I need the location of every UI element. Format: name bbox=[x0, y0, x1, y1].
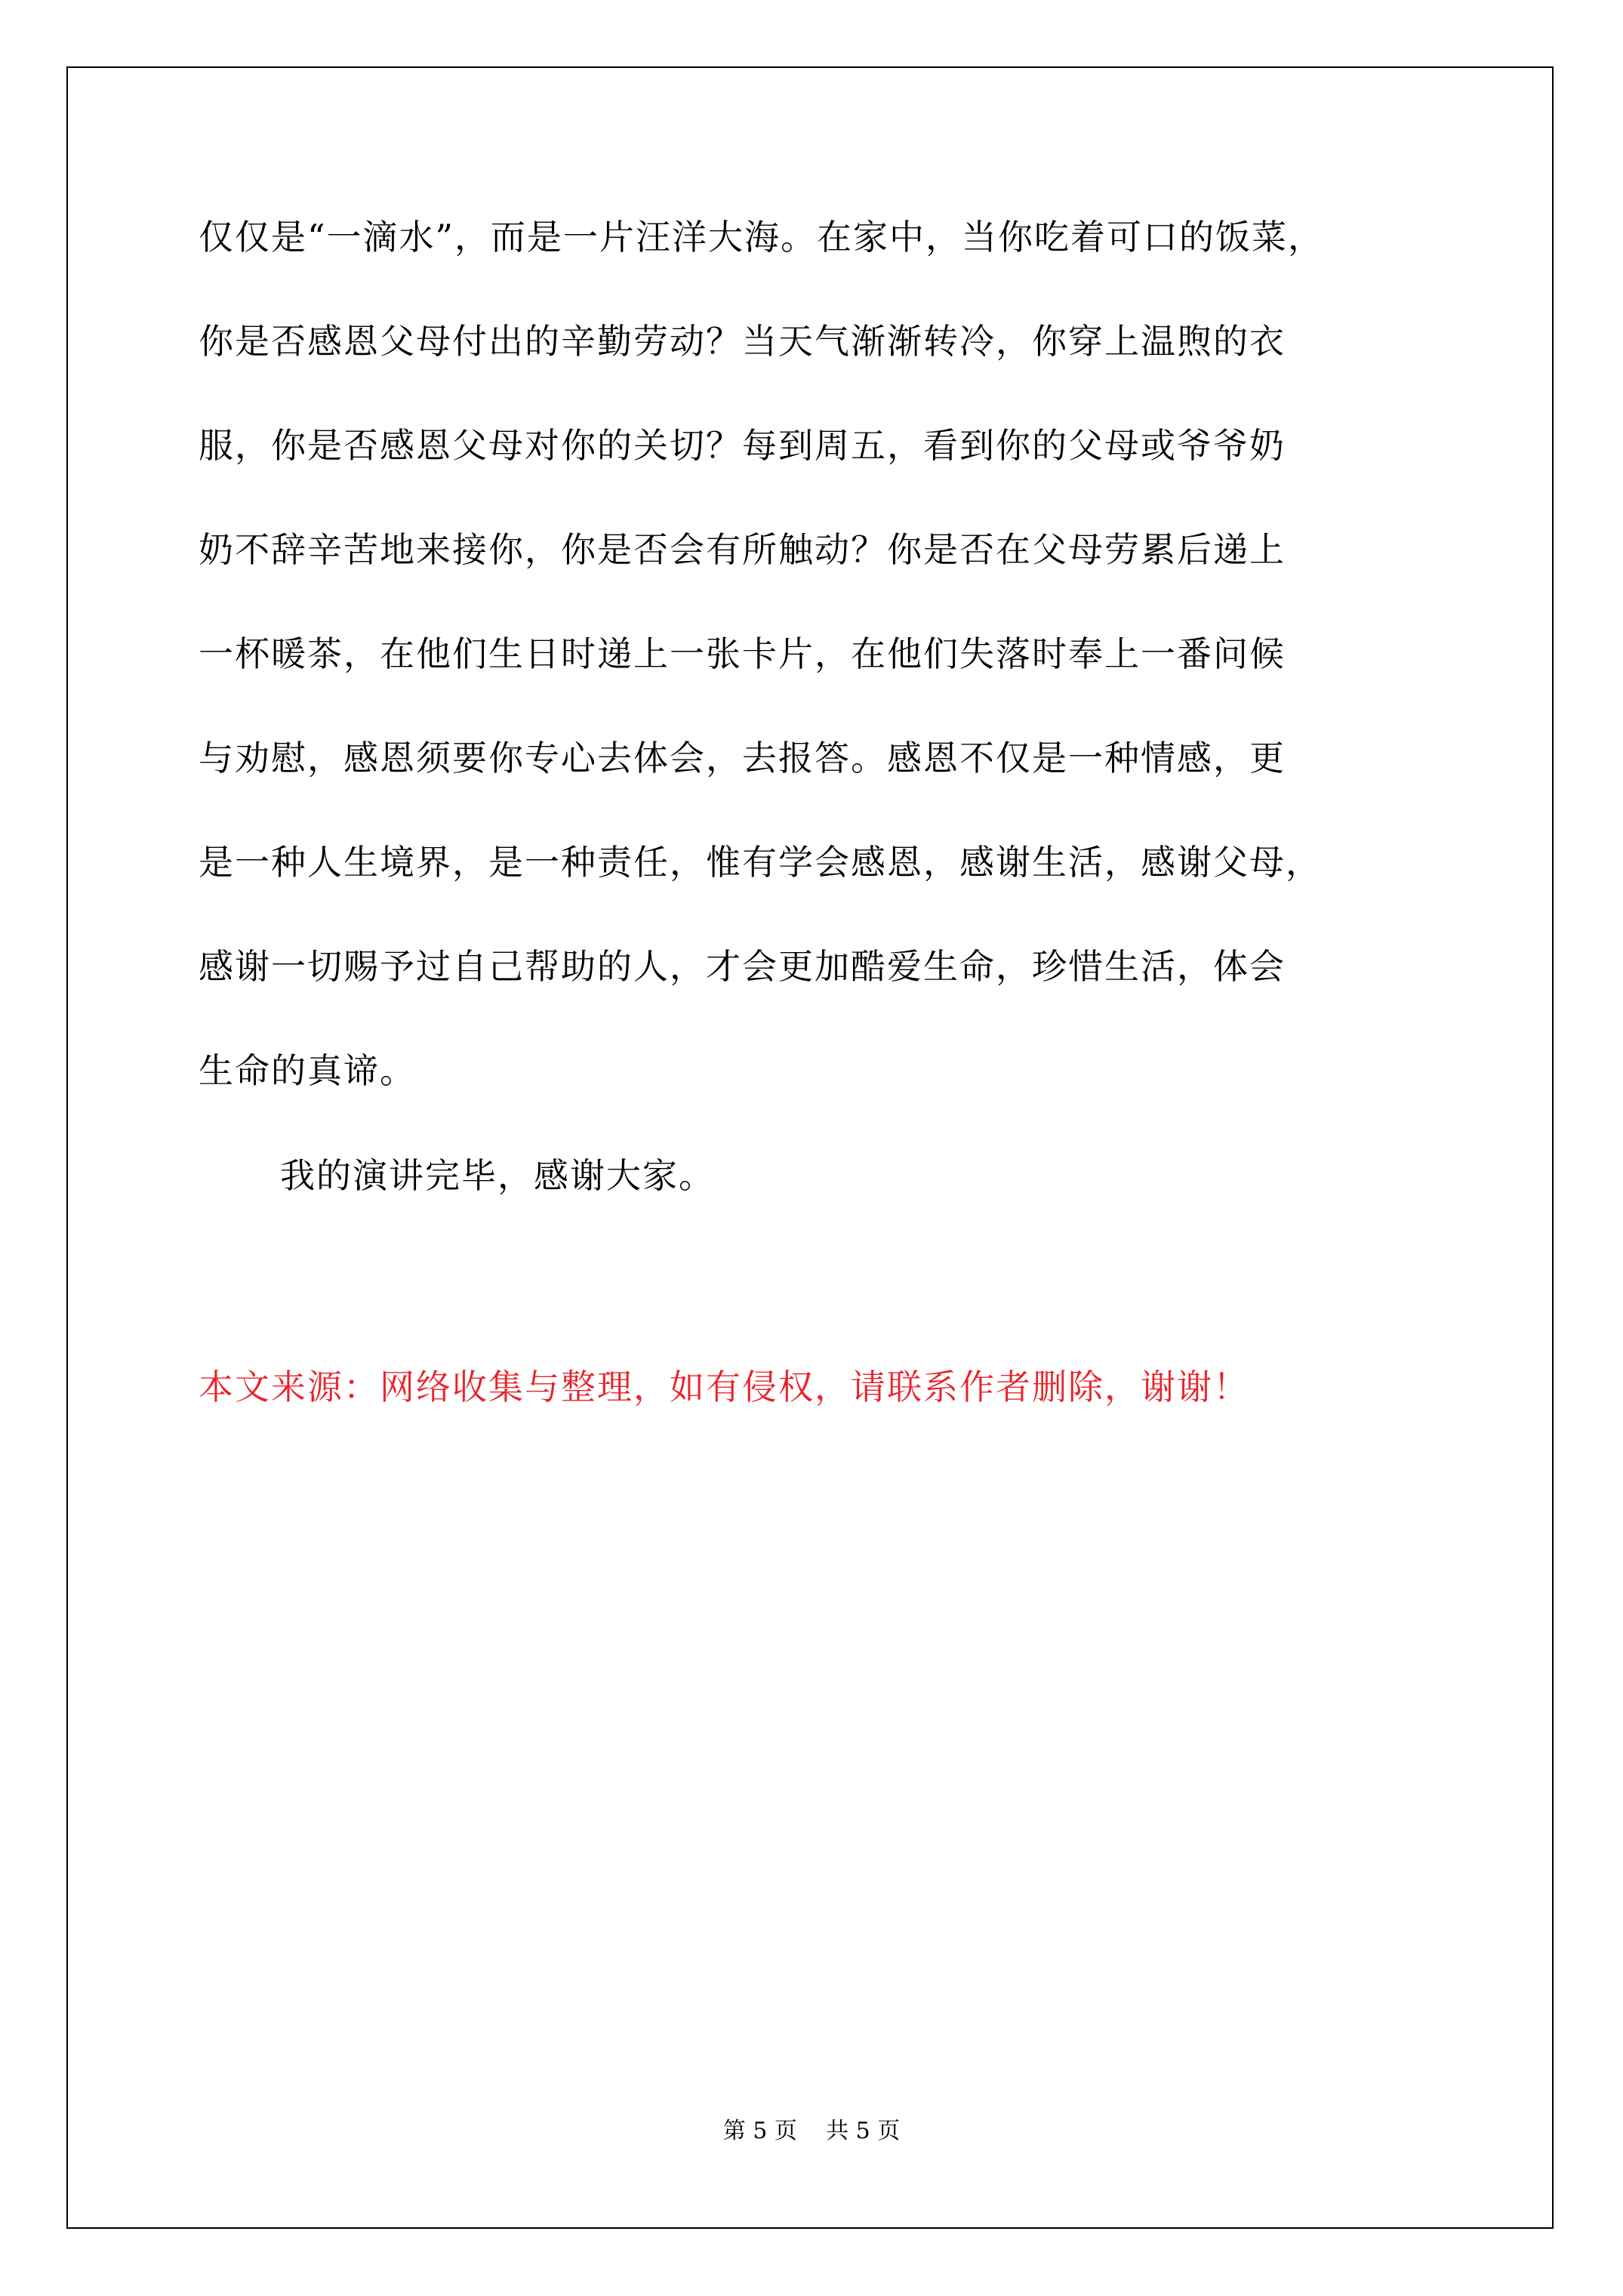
source-notice: 本文来源：网络收集与整理，如有侵权，请联系作者删除，谢谢！ bbox=[199, 1367, 1249, 1407]
body-line-1: 仅仅是“一滴水”，而是一片汪洋大海。在家中，当你吃着可口的饭菜， bbox=[199, 217, 1325, 257]
body-line-6: 与劝慰，感恩须要你专心去体会，去报答。感恩不仅是一种情感，更 bbox=[199, 738, 1286, 778]
page-frame bbox=[66, 66, 1554, 2229]
body-line-2: 你是否感恩父母付出的辛勤劳动？当天气渐渐转冷，你穿上温煦的衣 bbox=[199, 321, 1286, 362]
closing-paragraph: 我的演讲完毕，感谢大家。 bbox=[280, 1155, 715, 1196]
body-line-7: 是一种人生境界，是一种责任，惟有学会感恩，感谢生活，感谢父母， bbox=[199, 842, 1322, 883]
body-line-5: 一杯暖茶，在他们生日时递上一张卡片，在他们失落时奉上一番问候 bbox=[199, 633, 1286, 674]
body-line-3: 服，你是否感恩父母对你的关切？每到周五，看到你的父母或爷爷奶 bbox=[199, 425, 1286, 466]
body-line-9: 生命的真谛。 bbox=[199, 1050, 416, 1091]
body-line-8: 感谢一切赐予过自己帮助的人，才会更加酷爱生命，珍惜生活，体会 bbox=[199, 946, 1286, 987]
page-number-footer: 第 5 页 共 5 页 bbox=[722, 2118, 901, 2144]
body-line-4: 奶不辞辛苦地来接你，你是否会有所触动？你是否在父母劳累后递上 bbox=[199, 529, 1286, 570]
